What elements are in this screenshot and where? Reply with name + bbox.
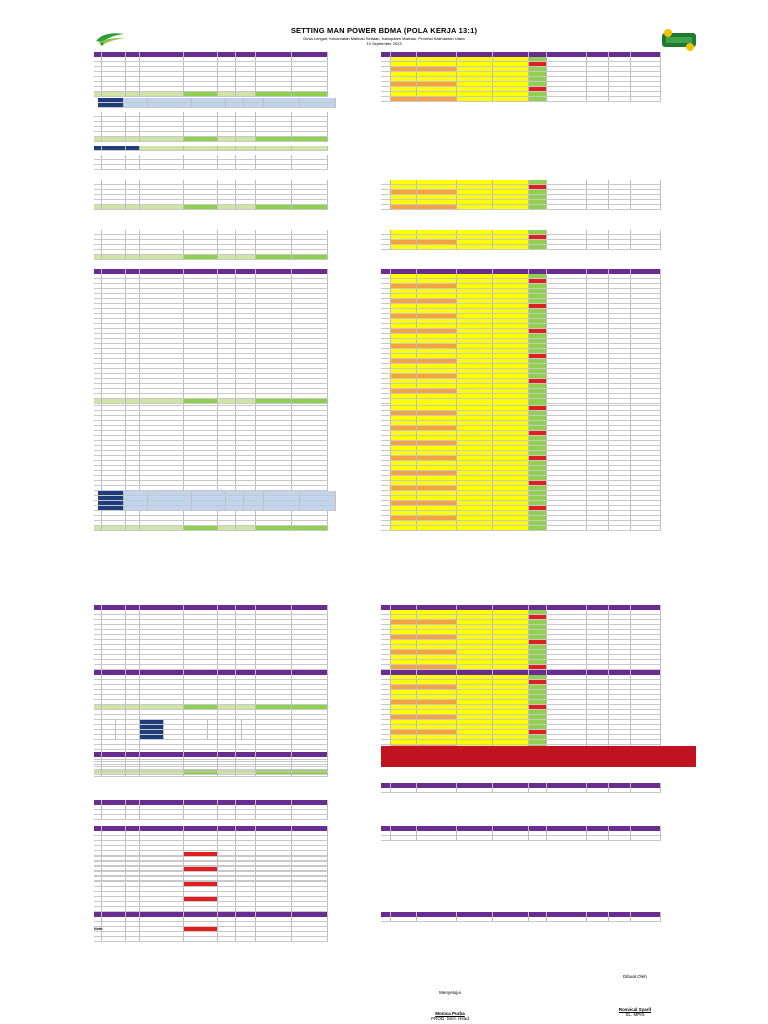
table-row [381, 788, 661, 793]
location-subtitle: Desa Lengue, Kecamatan Malinau Selatan, Kabupaten Malinau, Provinsi Kalimantan Utara [303, 36, 465, 41]
page-title: SETTING MAN POWER BDMA (POLA KERJA 13:1) [290, 26, 478, 35]
roster-table [381, 670, 661, 750]
roster-table-left [94, 269, 328, 404]
author-signature [595, 974, 675, 1017]
approval-signature [410, 990, 490, 1021]
notes-section [94, 927, 364, 932]
notes-heading: Note: [94, 927, 104, 931]
made-label: Dibuat Oleh [623, 974, 647, 979]
approved-title: PROD. Sect. Head [431, 1016, 469, 1021]
table-row [94, 92, 328, 97]
approved-label: Menyetujui [439, 990, 461, 995]
table-row [94, 165, 328, 170]
roster-table [94, 800, 328, 820]
roster-table [94, 155, 328, 170]
company-logo-icon [94, 29, 128, 47]
roster-table [381, 230, 661, 250]
roster-table [94, 146, 328, 151]
notice-banner [381, 746, 696, 767]
table-row [94, 815, 328, 820]
shift-box [98, 98, 336, 108]
shift-box [98, 491, 336, 511]
roster-table [94, 752, 328, 777]
table-row [381, 97, 661, 102]
roster-table [381, 783, 661, 793]
made-title: SL. MPIS [625, 1012, 645, 1017]
document-header [200, 26, 568, 46]
table-row [98, 506, 336, 511]
client-logo-icon [658, 27, 700, 53]
table-row [381, 917, 661, 922]
roster-table [94, 180, 328, 210]
roster-table [381, 180, 661, 210]
table-row [94, 526, 328, 531]
roster-table-right [381, 52, 661, 102]
table-row [94, 772, 328, 777]
roster-table [94, 112, 328, 142]
table-row [381, 205, 661, 210]
roster-table [381, 401, 661, 531]
roster-table [94, 230, 328, 260]
document-date: 10 September 2023 [366, 41, 402, 46]
made-name: Rosvical Syarif [618, 1007, 652, 1012]
table-row [94, 205, 328, 210]
table-row [94, 255, 328, 260]
table-row [381, 836, 661, 841]
table-row [94, 146, 328, 151]
roster-table-left [94, 52, 328, 97]
table-row [98, 103, 336, 108]
roster-table [381, 912, 661, 922]
table-row [381, 526, 661, 531]
approved-name: Monica Purba [435, 1011, 465, 1016]
roster-table-right [381, 269, 661, 404]
table-row [381, 245, 661, 250]
shift-box [94, 720, 242, 740]
table-row [94, 937, 328, 942]
table-row [94, 137, 328, 142]
roster-table [94, 401, 328, 531]
table-row [94, 735, 242, 740]
roster-table [381, 826, 661, 841]
